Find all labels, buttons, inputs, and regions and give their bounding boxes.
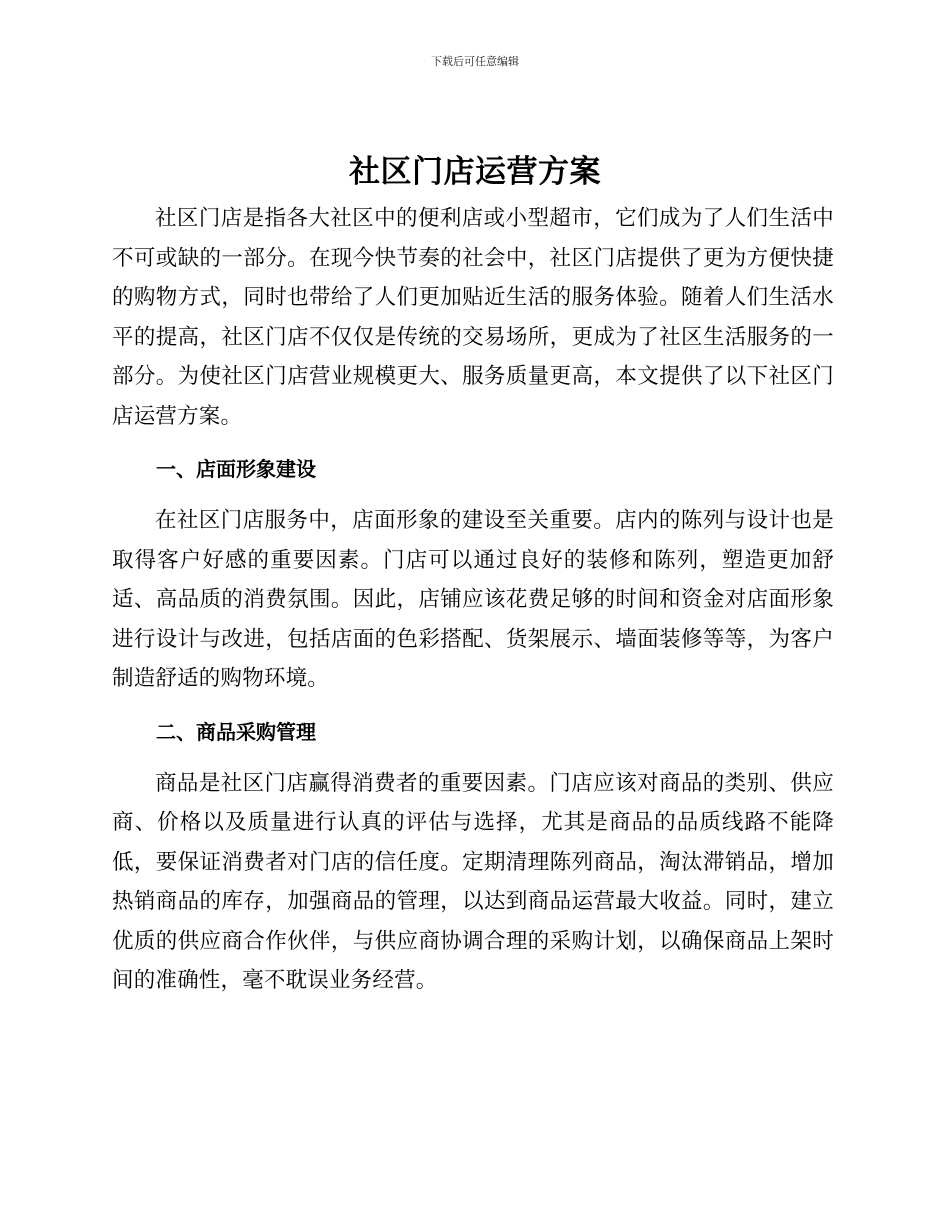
section-paragraph: 商品是社区门店赢得消费者的重要因素。门店应该对商品的类别、供应商、价格以及质量进行认真的评估与选择，尤其是商品的品质线路不能降低，要保证消费者对门店的信任度。定期清理陈列商品，淘汰滞销品，增加热销商品的库存，加强商品的管理，以达到商品运营最大收益。同时，建立优质的供应商合作伙伴，与供应商协调合理的采购计划，以确保商品上架时间的准确性，毫不耽误业务经营。	[112, 770, 834, 993]
intro-paragraph: 社区门店是指各大社区中的便利店或小型超市，它们成为了人们生活中不可或缺的一部分。在现今快节奏的社会中，社区门店提供了更为方便快捷的购物方式，同时也带给了人们更加贴近生活的服务体验。随着人们生活水平的提高，社区门店不仅仅是传统的交易场所，更成为了社区生活服务的一部分。为使社区门店营业规模更大、服务质量更高，本文提供了以下社区门店运营方案。	[112, 206, 834, 429]
section-heading: 二、商品采购管理	[156, 719, 316, 744]
section-heading: 一、店面形象建设	[156, 457, 316, 481]
document-title: 社区门店运营方案	[349, 154, 601, 190]
header-note: 下载后可任意编辑	[431, 55, 519, 68]
document-body	[112, 199, 834, 1001]
section-paragraph: 在社区门店服务中，店面形象的建设至关重要。店内的陈列与设计也是取得客户好感的重要因素。门店可以通过良好的装修和陈列，塑造更加舒适、高品质的消费氛围。因此，店铺应该花费足够的时间和资金对店面形象进行设计与改进，包括店面的色彩搭配、货架展示、墙面装修等等，为客户制造舒适的购物环境。	[112, 508, 834, 691]
